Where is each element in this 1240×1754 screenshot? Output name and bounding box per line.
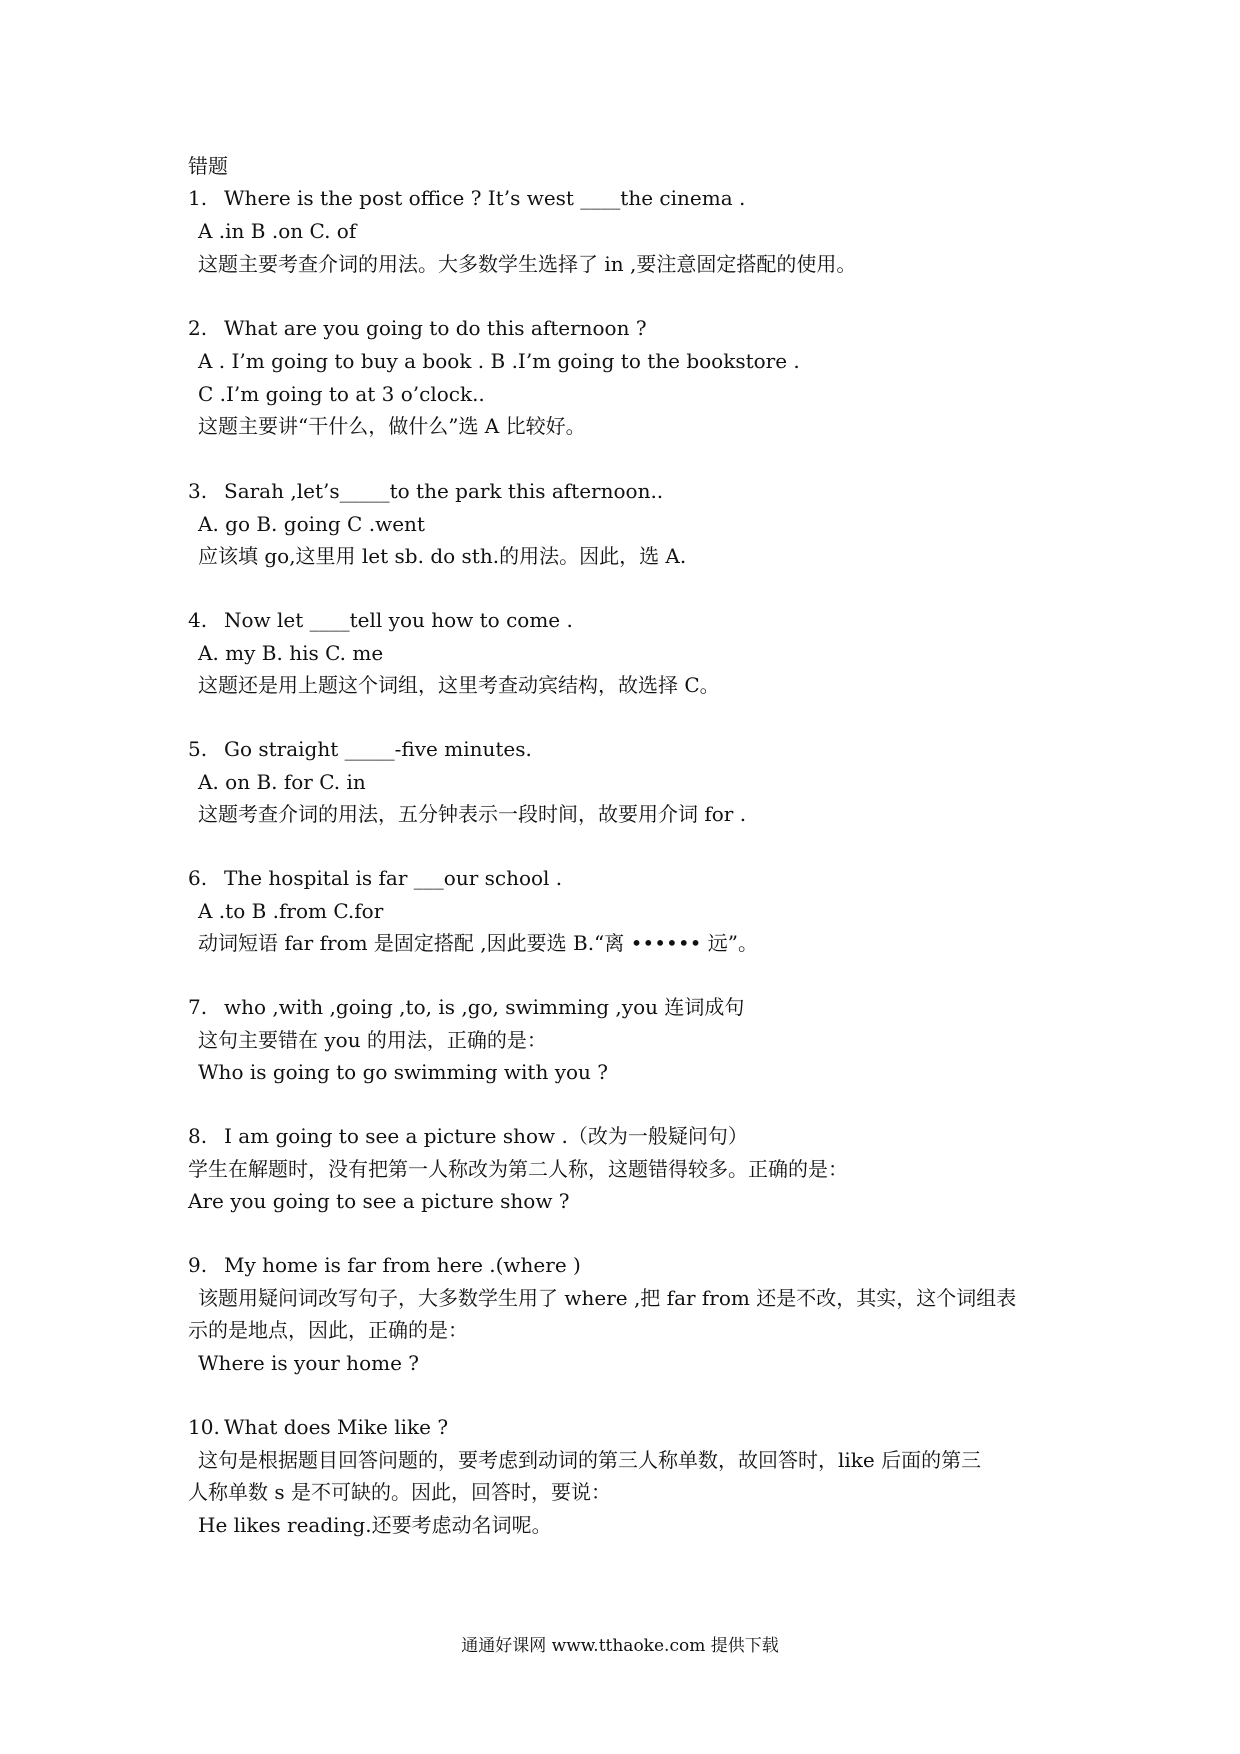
question-10-number: 10. bbox=[188, 1415, 220, 1439]
question-1-options: A .in B .on C. of bbox=[198, 219, 357, 243]
question-8-answer: Are you going to see a picture show ? bbox=[188, 1189, 570, 1213]
question-4-number: 4. bbox=[188, 608, 208, 632]
question-1-number: 1. bbox=[188, 186, 208, 210]
question-8-number: 8. bbox=[188, 1124, 208, 1148]
question-9-explanation-line-1: 该题用疑问词改写句子，大多数学生用了 where ,把 far from 还是不改，其实，这个词组表 bbox=[198, 1286, 1017, 1310]
question-6-options: A .to B .from C.for bbox=[198, 899, 384, 923]
question-4-text: Now let ____tell you how to come . bbox=[224, 608, 573, 632]
question-8-text: I am going to see a picture show .（改为一般疑问句） bbox=[224, 1124, 748, 1148]
question-6-text: The hospital is far ___our school . bbox=[224, 866, 563, 890]
question-3-text: Sarah ,let’s_____to the park this afternoon.. bbox=[224, 479, 664, 503]
question-3-explanation: 应该填 go,这里用 let sb. do sth.的用法。因此，选 A. bbox=[198, 544, 687, 568]
question-1-text: Where is the post office ? It’s west ____the cinema . bbox=[224, 186, 746, 210]
page-title: 错题 bbox=[188, 154, 228, 178]
question-5-explanation: 这题考查介词的用法，五分钟表示一段时间，故要用介词 for . bbox=[198, 802, 747, 826]
question-3-number: 3. bbox=[188, 479, 208, 503]
question-10-explanation-line-1: 这句是根据题目回答问题的，要考虑到动词的第三人称单数，故回答时，like 后面的第三 bbox=[198, 1448, 982, 1472]
question-7-answer: Who is going to go swimming with you ? bbox=[198, 1060, 609, 1084]
question-5-options: A. on B. for C. in bbox=[198, 770, 366, 794]
question-10-answer: He likes reading.还要考虑动名词呢。 bbox=[198, 1513, 552, 1537]
question-7-explanation: 这句主要错在 you 的用法，正确的是： bbox=[198, 1028, 547, 1052]
question-9-explanation-line-2: 示的是地点，因此，正确的是： bbox=[188, 1318, 468, 1342]
page-footer: 通通好课网 www.tthaoke.com 提供下载 bbox=[461, 1636, 779, 1656]
question-8-explanation: 学生在解题时，没有把第一人称改为第二人称，这题错得较多。正确的是： bbox=[188, 1157, 848, 1181]
question-2-number: 2. bbox=[188, 316, 208, 340]
question-2-explanation: 这题主要讲“干什么，做什么”选 A 比较好。 bbox=[198, 414, 586, 438]
question-5-text: Go straight _____-five minutes. bbox=[224, 737, 532, 761]
question-9-answer: Where is your home ? bbox=[198, 1351, 419, 1375]
question-10-explanation-line-2: 人称单数 s 是不可缺的。因此，回答时，要说： bbox=[188, 1480, 611, 1504]
question-6-number: 6. bbox=[188, 866, 208, 890]
question-2-options-line-2: C .I’m going to at 3 o’clock.. bbox=[198, 382, 485, 406]
question-7-number: 7. bbox=[188, 995, 208, 1019]
question-9-text: My home is far from here .(where ) bbox=[224, 1253, 581, 1277]
question-3-options: A. go B. going C .went bbox=[198, 512, 425, 536]
question-5-number: 5. bbox=[188, 737, 208, 761]
question-6-explanation: 动词短语 far from 是固定搭配 ,因此要选 B.“离 •••••• 远”。 bbox=[198, 931, 758, 955]
question-9-number: 9. bbox=[188, 1253, 208, 1277]
question-4-explanation: 这题还是用上题这个词组，这里考查动宾结构，故选择 C。 bbox=[198, 673, 720, 697]
question-4-options: A. my B. his C. me bbox=[198, 641, 384, 665]
question-2-options-line-1: A . I’m going to buy a book . B .I’m going to the bookstore . bbox=[198, 349, 800, 373]
question-7-text: who ,with ,going ,to, is ,go, swimming ,you 连词成句 bbox=[224, 995, 745, 1019]
question-10-text: What does Mike like ? bbox=[224, 1415, 449, 1439]
question-1-explanation: 这题主要考查介词的用法。大多数学生选择了 in ,要注意固定搭配的使用。 bbox=[198, 252, 857, 276]
question-2-text: What are you going to do this afternoon ? bbox=[224, 316, 647, 340]
